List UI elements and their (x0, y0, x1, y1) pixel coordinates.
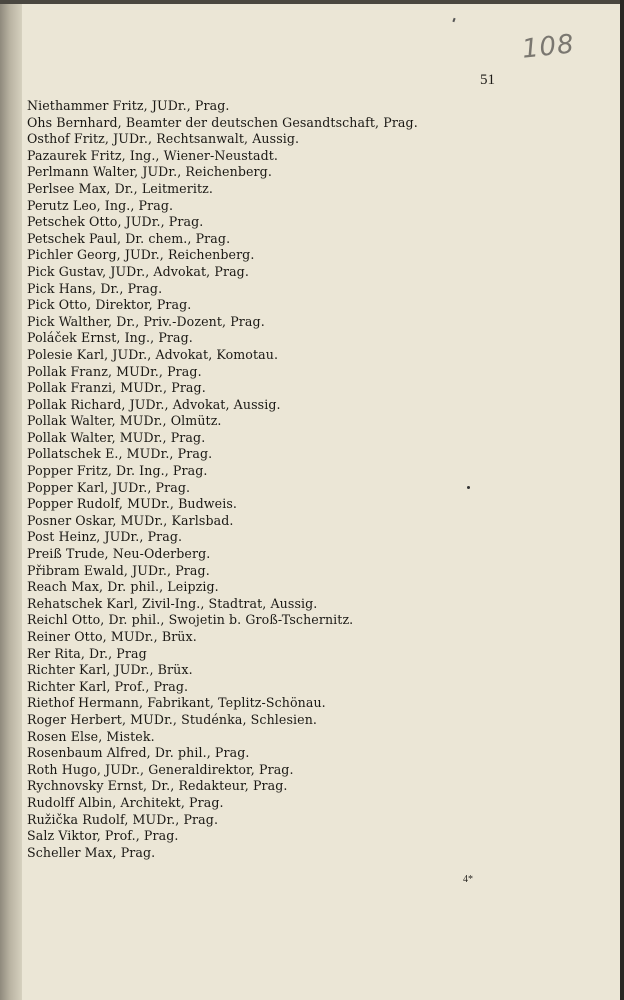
list-item: Popper Karl, JUDr., Prag. (27, 479, 191, 495)
page-top-edge (0, 0, 624, 4)
list-item: Perutz Leo, Ing., Prag. (27, 197, 174, 213)
list-item: Post Heinz, JUDr., Prag. (27, 529, 183, 545)
list-item: Scheller Max, Prag. (27, 844, 156, 860)
list-item: Pick Hans, Dr., Prag. (27, 280, 163, 296)
list-item: Rosenbaum Alfred, Dr. phil., Prag. (27, 745, 250, 761)
list-item: Petschek Otto, JUDr., Prag. (27, 214, 204, 230)
list-item: Pazaurek Fritz, Ing., Wiener-Neustadt. (27, 147, 279, 163)
book-binding-shadow (0, 0, 22, 1000)
list-item: Pollak Walter, MUDr., Olmütz. (27, 413, 222, 429)
list-item: Reach Max, Dr. phil., Leipzig. (27, 579, 219, 595)
list-item: Reichl Otto, Dr. phil., Swojetin b. Groß-Tschernitz. (27, 612, 354, 628)
list-item: Ohs Bernhard, Beamter der deutschen Gesandtschaft, Prag. (27, 114, 418, 130)
list-item: Richter Karl, JUDr., Brüx. (27, 662, 193, 678)
list-item: Poláček Ernst, Ing., Prag. (27, 330, 193, 346)
list-item: Rychnovsky Ernst, Dr., Redakteur, Prag. (27, 778, 288, 794)
list-item: Pollak Richard, JUDr., Advokat, Aussig. (27, 396, 281, 412)
list-item: Popper Fritz, Dr. Ing., Prag. (27, 463, 208, 479)
list-item: Pick Gustav, JUDr., Advokat, Prag. (27, 263, 249, 279)
list-item: Perlmann Walter, JUDr., Reichenberg. (27, 164, 272, 180)
list-item: Pollak Franz, MUDr., Prag. (27, 363, 202, 379)
list-item: Rosen Else, Mistek. (27, 728, 155, 744)
list-item: Pollak Walter, MUDr., Prag. (27, 429, 206, 445)
paper-mark (452, 18, 455, 22)
list-item: Posner Oskar, MUDr., Karlsbad. (27, 512, 234, 528)
list-item: Rer Rita, Dr., Prag (27, 645, 147, 661)
list-item: Osthof Fritz, JUDr., Rechtsanwalt, Aussig. (27, 131, 300, 147)
list-item: Rehatschek Karl, Zivil-Ing., Stadtrat, Aussig. (27, 595, 318, 611)
list-item: Richter Karl, Prof., Prag. (27, 678, 189, 694)
page-number: 51 (480, 72, 495, 88)
ink-speck (467, 486, 470, 489)
list-item: Riethof Hermann, Fabrikant, Teplitz-Schönau. (27, 695, 326, 711)
list-item: Niethammer Fritz, JUDr., Prag. (27, 98, 230, 113)
list-item: Pichler Georg, JUDr., Reichenberg. (27, 247, 255, 263)
page-right-edge (620, 0, 624, 1000)
list-item: Roth Hugo, JUDr., Generaldirektor, Prag. (27, 761, 294, 777)
list-item: Popper Rudolf, MUDr., Budweis. (27, 496, 238, 512)
list-item: Ružička Rudolf, MUDr., Prag. (27, 811, 219, 827)
list-item: Salz Viktor, Prof., Prag. (27, 828, 179, 844)
list-item: Rudolff Albin, Architekt, Prag. (27, 794, 224, 810)
list-item: Perlsee Max, Dr., Leitmeritz. (27, 180, 213, 196)
list-item: Petschek Paul, Dr. chem., Prag. (27, 230, 231, 246)
archive-number: 108 (520, 29, 577, 65)
list-item: Pick Otto, Direktor, Prag. (27, 297, 192, 313)
list-item: Reiner Otto, MUDr., Brüx. (27, 629, 197, 644)
list-item: Pick Walther, Dr., Priv.-Dozent, Prag. (27, 313, 265, 329)
list-item: Preiß Trude, Neu-Oderberg. (27, 546, 211, 562)
list-item: Pollatschek E., MUDr., Prag. (27, 446, 213, 462)
list-item: Roger Herbert, MUDr., Studénka, Schlesien. (27, 711, 318, 727)
list-item: Pollak Franzi, MUDr., Prag. (27, 380, 206, 396)
member-list (27, 98, 467, 861)
list-item: Polesie Karl, JUDr., Advokat, Komotau. (27, 346, 279, 362)
list-item: Přibram Ewald, JUDr., Prag. (27, 562, 210, 578)
printer-signature-mark: 4* (463, 874, 473, 885)
